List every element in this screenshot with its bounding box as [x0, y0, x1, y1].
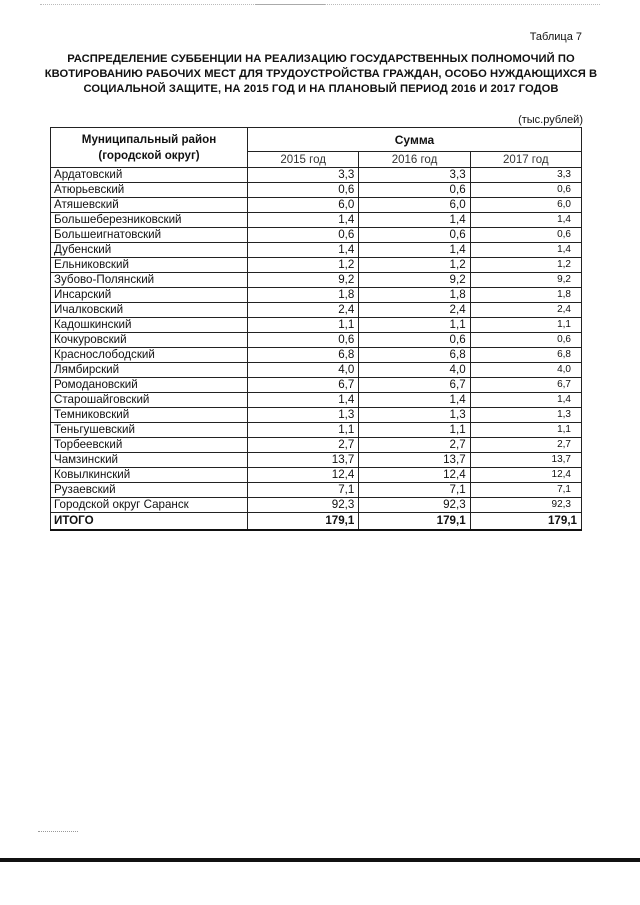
district-name-cell: Кадошкинский	[51, 318, 248, 333]
table-row	[51, 198, 582, 213]
value-2015-cell: 1,2	[248, 258, 359, 273]
value-2016-cell: 2,7	[359, 438, 470, 453]
value-2017-cell: 3,3	[470, 168, 581, 183]
value-2015-cell: 1,4	[248, 213, 359, 228]
total-row	[51, 513, 582, 531]
table-row	[51, 258, 582, 273]
table-row	[51, 318, 582, 333]
table-body	[51, 168, 582, 531]
header-year-2015: 2015 год	[248, 152, 359, 168]
district-name-cell: ИТОГО	[51, 513, 248, 531]
value-2015-cell: 2,7	[248, 438, 359, 453]
value-2015-cell: 2,4	[248, 303, 359, 318]
value-2015-cell: 1,4	[248, 243, 359, 258]
table-row	[51, 228, 582, 243]
value-2015-cell: 0,6	[248, 183, 359, 198]
value-2015-cell: 0,6	[248, 228, 359, 243]
table-row	[51, 273, 582, 288]
value-2017-cell: 2,7	[470, 438, 581, 453]
district-name-cell: Ромодановский	[51, 378, 248, 393]
value-2015-cell: 179,1	[248, 513, 359, 531]
value-2015-cell: 9,2	[248, 273, 359, 288]
table-row	[51, 213, 582, 228]
value-2017-cell: 4,0	[470, 363, 581, 378]
header-municipality: Муниципальный район (городской округ)	[51, 128, 248, 168]
value-2016-cell: 6,7	[359, 378, 470, 393]
value-2016-cell: 1,3	[359, 408, 470, 423]
district-name-cell: Старошайговский	[51, 393, 248, 408]
value-2017-cell: 9,2	[470, 273, 581, 288]
district-name-cell: Лямбирский	[51, 363, 248, 378]
value-2015-cell: 6,7	[248, 378, 359, 393]
district-name-cell: Рузаевский	[51, 483, 248, 498]
value-2016-cell: 1,2	[359, 258, 470, 273]
value-2015-cell: 6,8	[248, 348, 359, 363]
table-row	[51, 348, 582, 363]
district-name-cell: Городской округ Саранск	[51, 498, 248, 513]
district-name-cell: Большеигнатовский	[51, 228, 248, 243]
value-2017-cell: 0,6	[470, 183, 581, 198]
district-name-cell: Темниковский	[51, 408, 248, 423]
value-2016-cell: 0,6	[359, 183, 470, 198]
value-2015-cell: 12,4	[248, 468, 359, 483]
value-2017-cell: 1,3	[470, 408, 581, 423]
subsidy-table	[50, 127, 582, 531]
table-row	[51, 423, 582, 438]
value-2017-cell: 1,1	[470, 423, 581, 438]
table-row	[51, 438, 582, 453]
value-2017-cell: 2,4	[470, 303, 581, 318]
document-title: РАСПРЕДЕЛЕНИЕ СУББЕНЦИИ НА РЕАЛИЗАЦИЮ ГОСУДАРСТВЕННЫХ ПОЛНОМОЧИЙ ПО КВОТИРОВАНИЮ РАБОЧИХ МЕСТ ДЛЯ ТРУДОУСТРОЙСТВА ГРАЖДАН, ОСОБО НУЖДАЮЩИХСЯ В СОЦИАЛЬНОЙ ЗАЩИТЕ, НА 2015 ГОД И НА ПЛАНОВЫЙ ПЕРИОД 2016 И 2017 ГОДОВ	[44, 53, 598, 95]
value-2016-cell: 1,4	[359, 213, 470, 228]
value-2015-cell: 1,1	[248, 423, 359, 438]
value-2016-cell: 0,6	[359, 228, 470, 243]
value-2016-cell: 1,4	[359, 393, 470, 408]
district-name-cell: Атюрьевский	[51, 183, 248, 198]
value-2017-cell: 92,3	[470, 498, 581, 513]
table-row	[51, 333, 582, 348]
value-2016-cell: 0,6	[359, 333, 470, 348]
table-row	[51, 408, 582, 423]
value-2016-cell: 1,4	[359, 243, 470, 258]
district-name-cell: Большеберезниковский	[51, 213, 248, 228]
table-row	[51, 483, 582, 498]
value-2017-cell: 179,1	[470, 513, 581, 531]
bottom-scan-edge	[0, 858, 640, 862]
table-row	[51, 303, 582, 318]
value-2017-cell: 1,8	[470, 288, 581, 303]
value-2017-cell: 0,6	[470, 228, 581, 243]
value-2016-cell: 1,1	[359, 423, 470, 438]
table-label: Таблица 7	[529, 31, 582, 43]
value-2015-cell: 3,3	[248, 168, 359, 183]
value-2016-cell: 179,1	[359, 513, 470, 531]
value-2016-cell: 12,4	[359, 468, 470, 483]
district-name-cell: Ичалковский	[51, 303, 248, 318]
value-2016-cell: 9,2	[359, 273, 470, 288]
table-row	[51, 288, 582, 303]
table-row	[51, 453, 582, 468]
value-2015-cell: 0,6	[248, 333, 359, 348]
value-2017-cell: 6,8	[470, 348, 581, 363]
district-name-cell: Ардатовский	[51, 168, 248, 183]
value-2017-cell: 12,4	[470, 468, 581, 483]
district-name-cell: Ковылкинский	[51, 468, 248, 483]
value-2016-cell: 7,1	[359, 483, 470, 498]
district-name-cell: Инсарский	[51, 288, 248, 303]
value-2017-cell: 1,1	[470, 318, 581, 333]
value-2017-cell: 6,7	[470, 378, 581, 393]
district-name-cell: Ельниковский	[51, 258, 248, 273]
table-row	[51, 168, 582, 183]
bottom-scan-mark	[38, 831, 78, 832]
value-2017-cell: 0,6	[470, 333, 581, 348]
district-name-cell: Зубово-Полянский	[51, 273, 248, 288]
district-name-cell: Дубенский	[51, 243, 248, 258]
table-row	[51, 363, 582, 378]
value-2017-cell: 1,4	[470, 393, 581, 408]
value-2017-cell: 1,2	[470, 258, 581, 273]
value-2017-cell: 1,4	[470, 213, 581, 228]
district-name-cell: Чамзинский	[51, 453, 248, 468]
value-2015-cell: 1,8	[248, 288, 359, 303]
value-2016-cell: 3,3	[359, 168, 470, 183]
value-2017-cell: 7,1	[470, 483, 581, 498]
table-row	[51, 183, 582, 198]
district-name-cell: Теньгушевский	[51, 423, 248, 438]
district-name-cell: Краснослободский	[51, 348, 248, 363]
table-row	[51, 468, 582, 483]
value-2015-cell: 1,4	[248, 393, 359, 408]
table-row	[51, 243, 582, 258]
units-label: (тыс.рублей)	[518, 114, 583, 126]
table-row	[51, 498, 582, 513]
district-name-cell: Атяшевский	[51, 198, 248, 213]
header-year-2016: 2016 год	[359, 152, 470, 168]
value-2017-cell: 6,0	[470, 198, 581, 213]
top-scan-mark	[255, 4, 325, 5]
table-row	[51, 393, 582, 408]
value-2015-cell: 13,7	[248, 453, 359, 468]
value-2017-cell: 1,4	[470, 243, 581, 258]
value-2015-cell: 92,3	[248, 498, 359, 513]
value-2016-cell: 2,4	[359, 303, 470, 318]
header-year-2017: 2017 год	[470, 152, 581, 168]
header-sum: Сумма	[248, 128, 582, 152]
value-2016-cell: 6,8	[359, 348, 470, 363]
table-row	[51, 378, 582, 393]
value-2016-cell: 1,8	[359, 288, 470, 303]
value-2015-cell: 6,0	[248, 198, 359, 213]
value-2016-cell: 1,1	[359, 318, 470, 333]
value-2016-cell: 6,0	[359, 198, 470, 213]
value-2015-cell: 4,0	[248, 363, 359, 378]
district-name-cell: Кочкуровский	[51, 333, 248, 348]
value-2015-cell: 7,1	[248, 483, 359, 498]
value-2016-cell: 4,0	[359, 363, 470, 378]
value-2016-cell: 13,7	[359, 453, 470, 468]
value-2016-cell: 92,3	[359, 498, 470, 513]
value-2017-cell: 13,7	[470, 453, 581, 468]
value-2015-cell: 1,1	[248, 318, 359, 333]
district-name-cell: Торбеевский	[51, 438, 248, 453]
value-2015-cell: 1,3	[248, 408, 359, 423]
